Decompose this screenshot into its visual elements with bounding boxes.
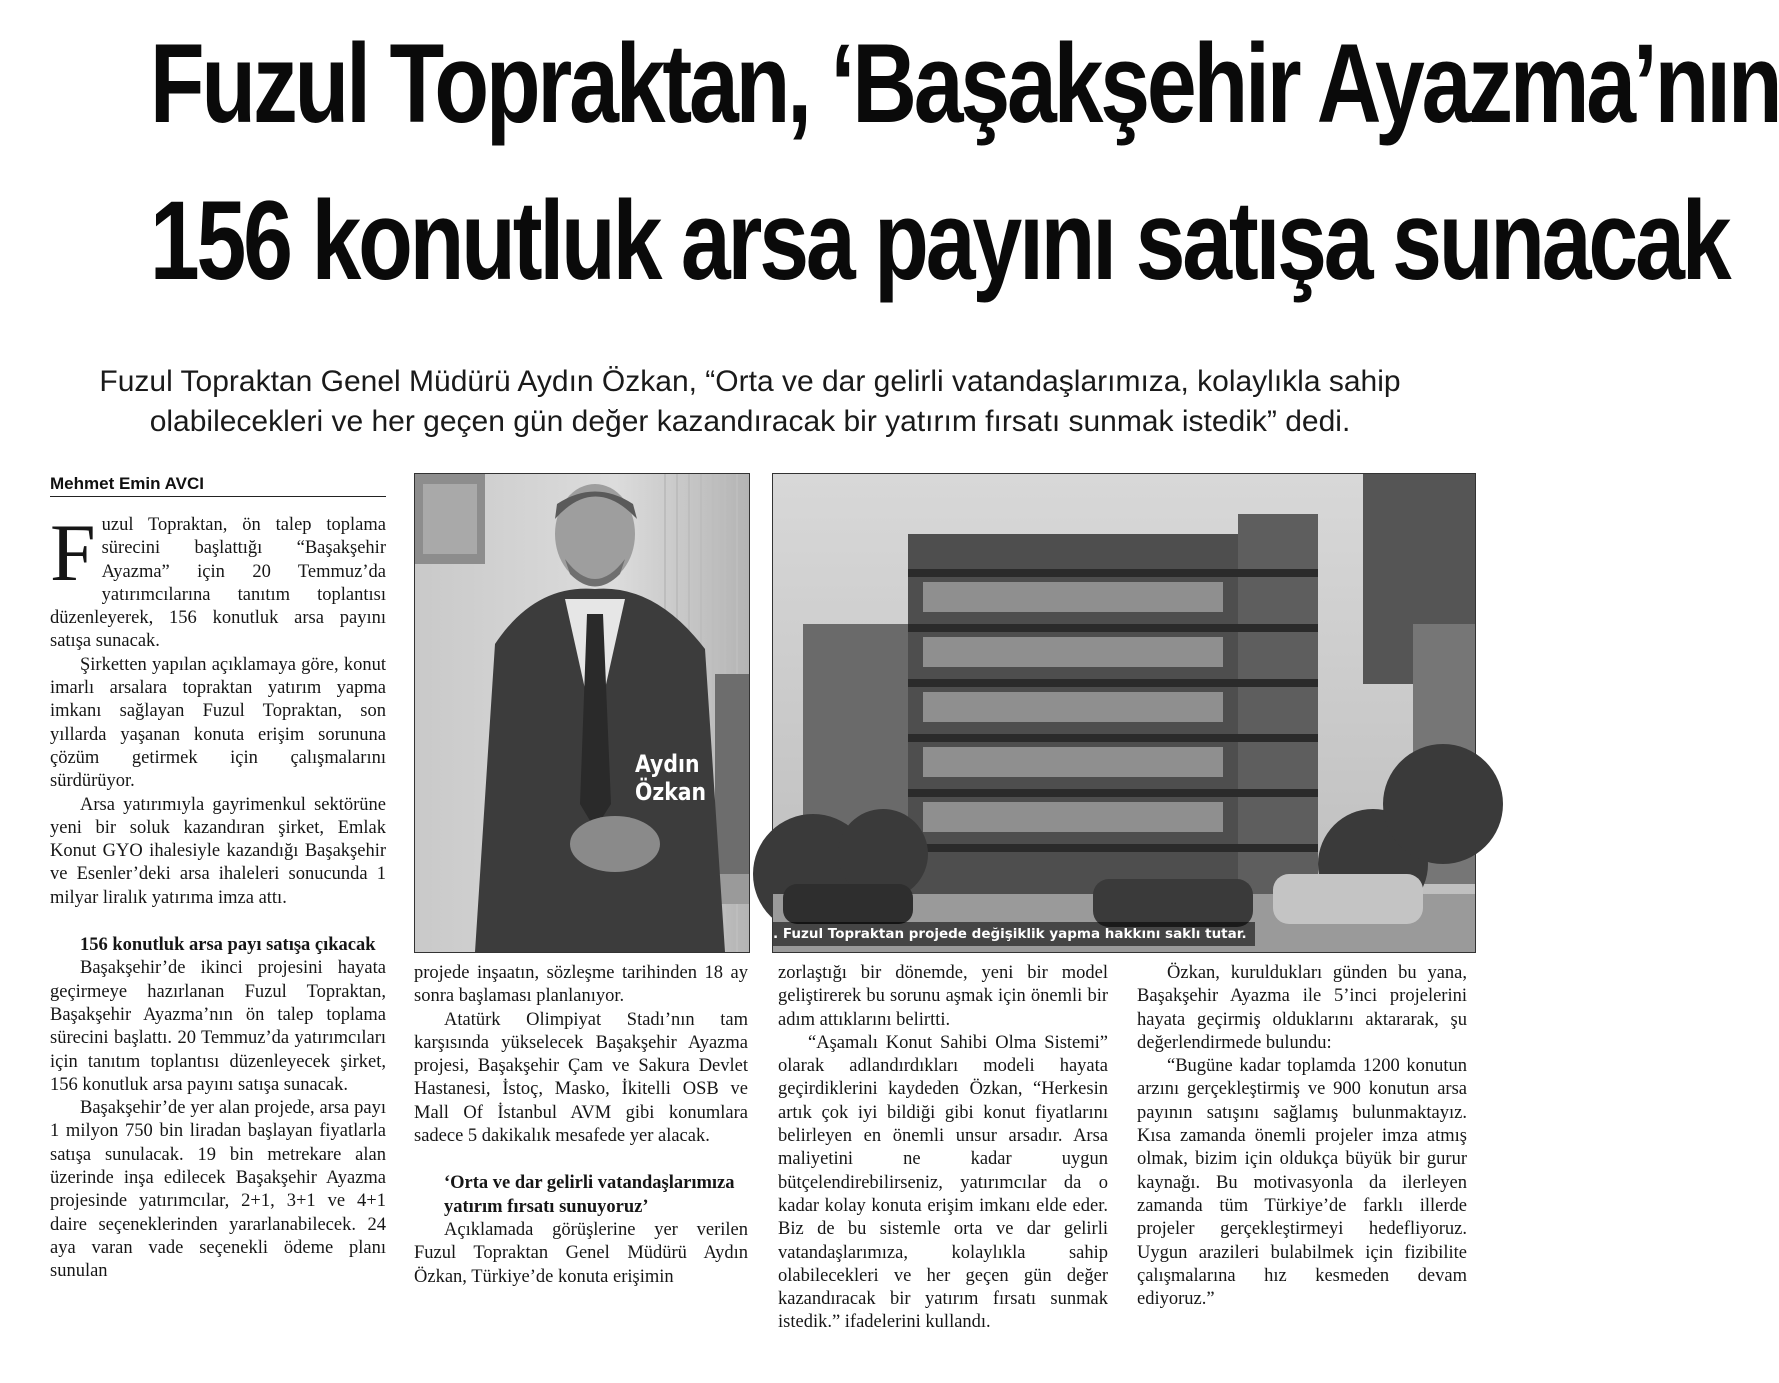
paragraph: uzul Topraktan, ön talep toplama sürecini başlattığı “Başakşehir Ayazma” için 20 Temmuz’da yatırımcılarına tanıtım toplantısı düzenleyerek, 156 konutluk arsa payını satışa sunacak.: [50, 515, 386, 652]
paragraph: Başakşehir’de ikinci projesini hayata geçirmeye hazırlanan Fuzul Topraktan, Başakşehir Ayazma’nın ön talep toplama sürecini başlattı. 20 Temmuz’da yatırımcıları için tanıtım toplantısı düzenleyecek şirket, 156 konutluk arsa payını satışa sunacak.: [50, 958, 386, 1095]
article-column-1: [50, 507, 386, 1284]
paragraph: Atatürk Olimpiyat Stadı’nın tam karşısında yükselecek Başakşehir Ayazma projesi, Başakşehir Çam ve Sakura Devlet Hastanesi, İstoç, Masko, İkitelli OSB ve Mall Of İstanbul AVM gibi konumlara sadece 5 dakikalık mesafede yer alacak.: [414, 1009, 748, 1147]
portrait-name-first: Aydın: [635, 750, 700, 778]
deck-summary: [40, 362, 1460, 442]
deck-line-1: Fuzul Topraktan Genel Müdürü Aydın Özkan, “Orta ve dar gelirli vatandaşlarımıza, kolaylıkla sahip: [99, 365, 1401, 398]
drop-cap: F: [50, 507, 96, 598]
subheading: ‘Orta ve dar gelirli vatandaşlarımıza yatırım fırsatı sunuyoruz’: [444, 1173, 735, 1217]
paragraph: Açıklamada görüşlerine yer verilen Fuzul Topraktan Genel Müdürü Aydın Özkan, Türkiye’de konuta erişimin: [414, 1219, 748, 1287]
building-photo: [772, 473, 1476, 953]
portrait-name-last: Özkan: [635, 778, 707, 806]
headline-line-2: 156 konutluk arsa payını satışa sunacak: [149, 178, 1729, 303]
paragraph: Arsa yatırımıyla gayrimenkul sektörüne yeni bir soluk kazandıran şirket, Emlak Konut GYO ihalesiyle kazandığı Başakşehir ve Esenler’deki arsa ihaleleri sonucunda 1 milyar liralık yatırıma imza attı.: [50, 794, 386, 908]
paragraph: projede inşaatın, sözleşme tarihinden 18 ay sonra başlaması planlanıyor.: [414, 963, 748, 1007]
paragraph: Özkan, kuruldukları günden bu yana, Başakşehir Ayazma ile 5’inci projelerini hayata geçirmiş olduklarını aktararak, şu değerlendirmede bulundu:: [1137, 963, 1467, 1053]
paragraph: zorlaştığı bir dönemde, yeni bir model geliştirerek bu sorunu aşmak için önemli bir adım attıklarını belirtti.: [778, 963, 1108, 1030]
article-column-2: [414, 962, 748, 1289]
byline: Mehmet Emin AVCI: [50, 474, 386, 497]
article-column-4: [1137, 962, 1467, 1311]
paragraph: “Aşamalı Konut Sahibi Olma Sistemi” olarak adlandırdıkları modeli hayata geçirdiklerini kaydeden Özkan, “Herkesin artık çok iyi bildiği gibi konut fiyatlarını belirleyen en önemli unsur arsadır. Arsa maliyetini ne kadar uygun bütçelendirebilirseniz, yatırımcılar da o kadar kolay konuta erişim imkanı elde eder. Biz de bu sistemle orta ve dar gelirli vatandaşlarımıza, kolaylıkla sahip olabilecekleri ve her geçen gün değer kazandıracak bir yatırım fırsatı sunmak istedik.” ifadelerini kullandı.: [778, 1032, 1108, 1333]
article-column-3: [778, 962, 1108, 1335]
paragraph: Şirketten yapılan açıklamaya göre, konut imarlı arsalara topraktan yatırım yapma imkanı sağlayan Fuzul Topraktan, son yıllarda yaşanan konuta erişim sorununa çözüm getirmek için çalışmalarını sürdürüyor.: [50, 654, 386, 792]
deck-line-2: olabilecekleri ve her geçen gün değer kazandıracak bir yatırım fırsatı sunmak istedik” dedi.: [149, 405, 1351, 438]
portrait-photo: [414, 473, 750, 953]
paragraph: Başakşehir’de yer alan projede, arsa payı 1 milyon 750 bin liradan başlayan fiyatlarla satışa sunulacak. 19 bin metrekare alan üzerinde inşa edilecek Başakşehir Ayazma projesinde yatırımcılar, 2+1, 3+1 ve 4+1 daire seçeneklerinden yararlanabilecek. 24 aya varan vade seçenekli ödeme planı sunulan: [50, 1098, 386, 1282]
portrait-name-label: [635, 750, 706, 806]
headline-line-1: Fuzul Topraktan, ‘Başakşehir Ayazma’nın: [149, 21, 1779, 146]
subheading: 156 konutluk arsa payı satışa çıkacak: [80, 935, 376, 956]
paragraph: “Bugüne kadar toplamda 1200 konutun arzını gerçekleştirmiş ve 900 konutun arsa payının satışını sağlamış bulunmaktayız. Kısa zamanda önemli projeler imza atmış olmak, bizim için oldukça büyük bir gurur kaynağı. Bu motivasyonla da ilerleyen zamanda tüm Türkiye’de farklı illerde projeler gerçekleştirmeyi hedefliyoruz. Uygun arazileri bulabilmek için fizibilite çalışmalarına hız kesmeden devam ediyoruz.”: [1137, 1056, 1467, 1310]
building-photo-caption: . Fuzul Topraktan projede değişiklik yapma hakkını saklı tutar.: [773, 922, 1255, 946]
